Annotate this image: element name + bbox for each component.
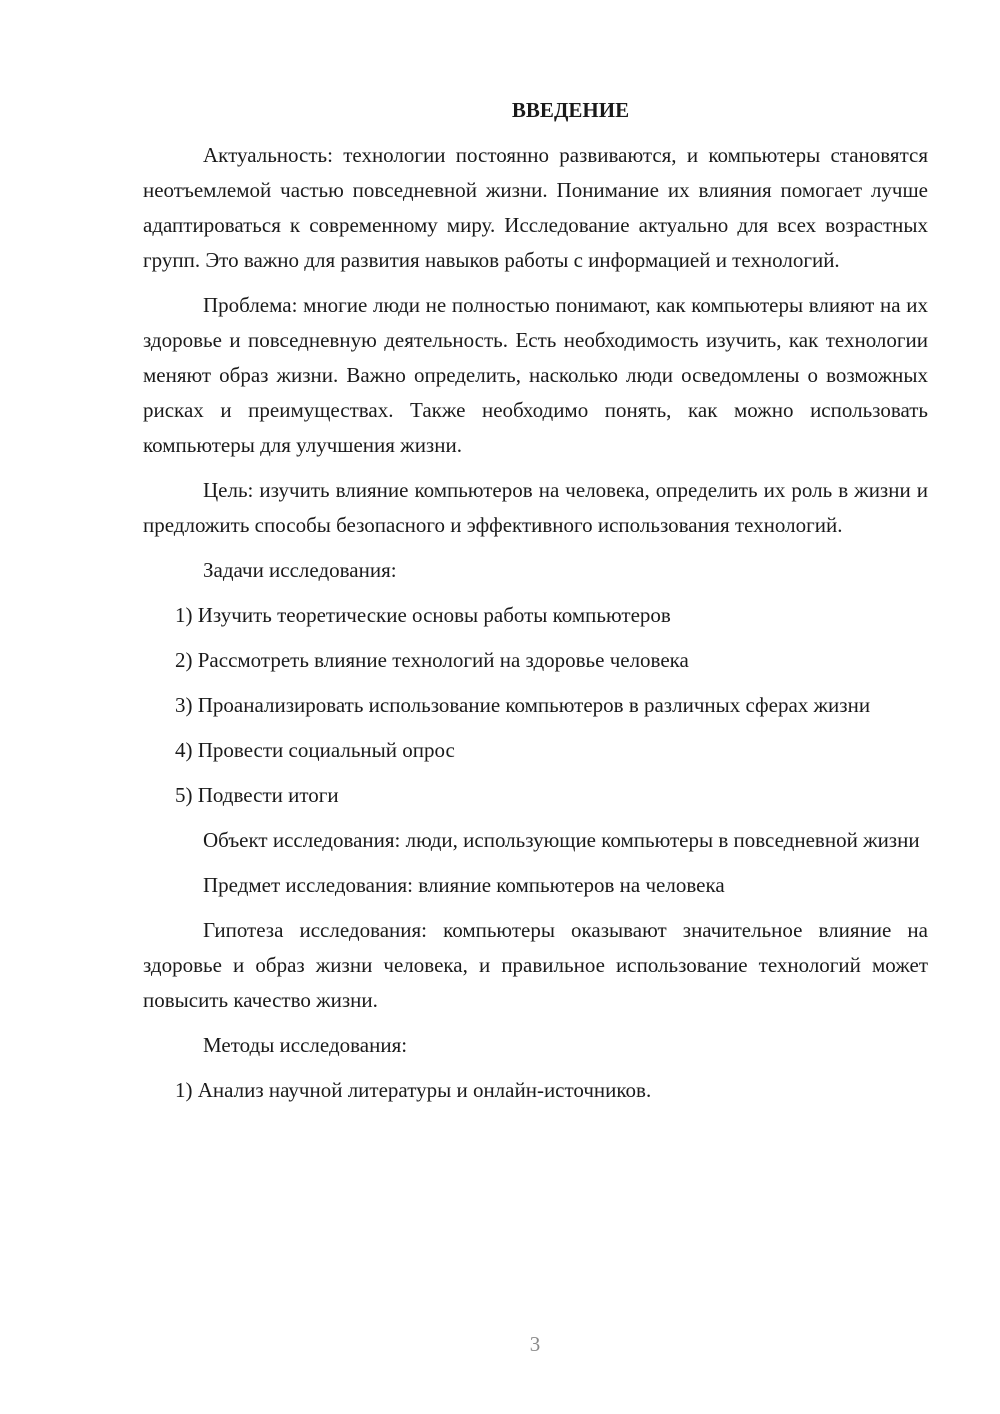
paragraph-hypothesis: Гипотеза исследования: компьютеры оказывают значительное влияние на здоровье и образ жизни человека, и правильное использование технологий может повысить качество жизни. xyxy=(143,918,928,1012)
method-item-1: 1) Анализ научной литературы и онлайн-источников. xyxy=(175,1078,652,1102)
task-item-4: 4) Провести социальный опрос xyxy=(175,738,455,762)
page-number: 3 xyxy=(529,1332,541,1356)
task-item-1: 1) Изучить теоретические основы работы компьютеров xyxy=(175,603,671,627)
page-title: ВВЕДЕНИЕ xyxy=(511,98,630,122)
paragraph-subject: Предмет исследования: влияние компьютеров на человека xyxy=(203,873,725,897)
paragraph-relevance: Актуальность: технологии постоянно развиваются, и компьютеры становятся неотъемлемой частью повседневной жизни. Понимание их влияния помогает лучше адаптироваться к современному миру. Исследование актуально для всех возрастных групп. Это важно для развития навыков работы с информацией и технологий. xyxy=(143,143,928,272)
paragraph-object: Объект исследования: люди, использующие компьютеры в повседневной жизни xyxy=(203,828,920,852)
document-page xyxy=(143,93,928,1118)
paragraph-problem: Проблема: многие люди не полностью понимают, как компьютеры влияют на их здоровье и повседневную деятельность. Есть необходимость изучить, как технологии меняют образ жизни. Важно определить, насколько люди осведомлены о возможных рисках и преимуществах. Также необходимо понять, как можно использовать компьютеры для улучшения жизни. xyxy=(143,293,928,457)
task-item-5: 5) Подвести итоги xyxy=(175,783,339,807)
tasks-heading: Задачи исследования: xyxy=(203,558,397,582)
methods-heading: Методы исследования: xyxy=(203,1033,408,1057)
task-item-2: 2) Рассмотреть влияние технологий на здоровье человека xyxy=(175,648,689,672)
paragraph-goal: Цель: изучить влияние компьютеров на человека, определить их роль в жизни и предложить способы безопасного и эффективного использования технологий. xyxy=(143,478,928,537)
task-item-3: 3) Проанализировать использование компьютеров в различных сферах жизни xyxy=(175,693,871,717)
